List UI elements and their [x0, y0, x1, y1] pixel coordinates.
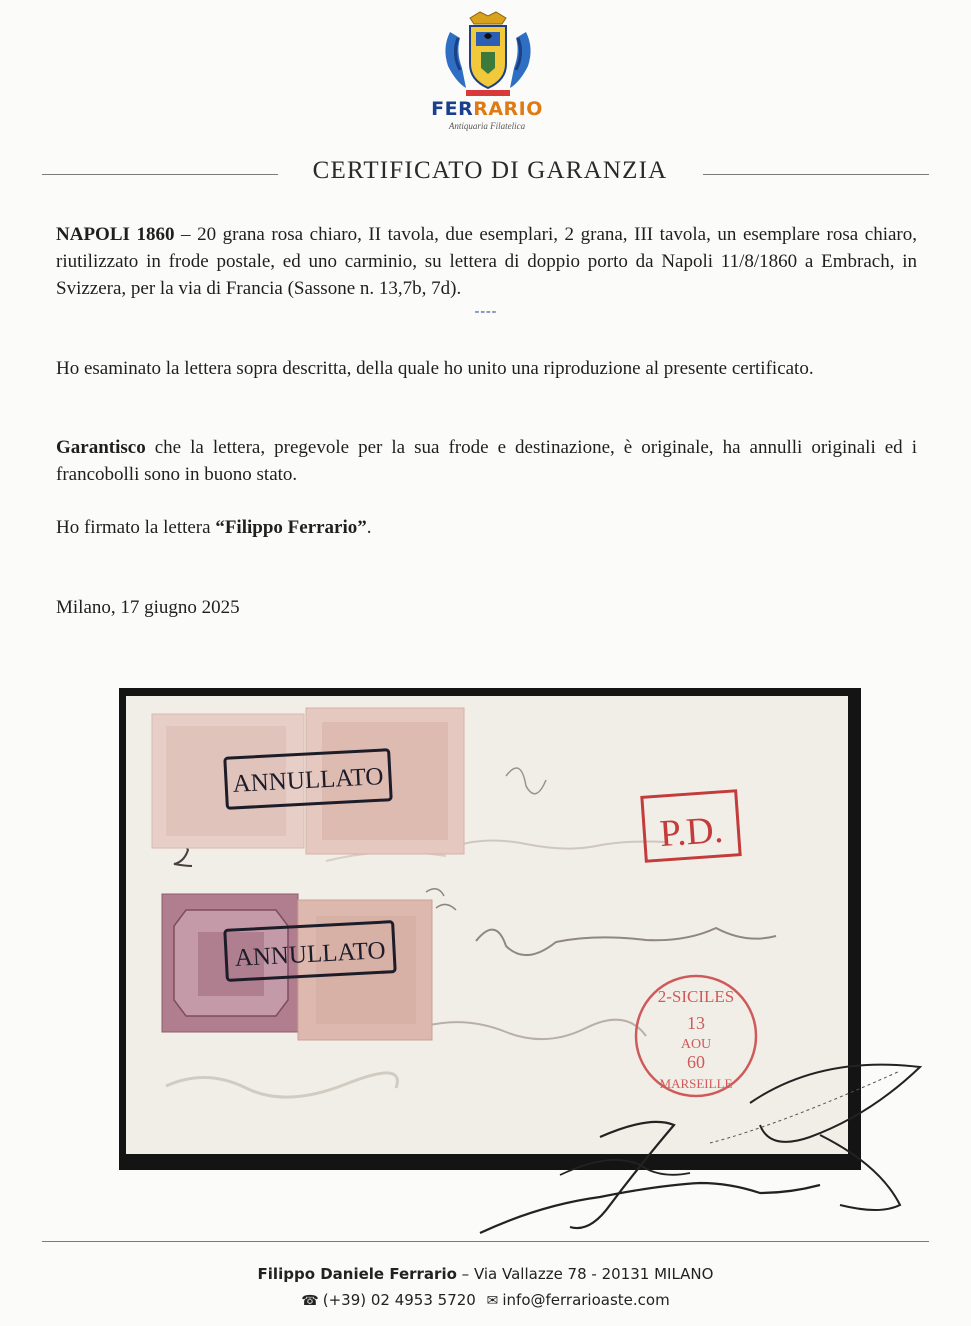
handwritten-signature	[460, 1055, 930, 1245]
title-rule-right	[703, 174, 929, 175]
guarantee-paragraph	[56, 434, 917, 488]
guarantee-bold: Garantisco	[56, 437, 146, 458]
ferrario-crest-logo	[436, 8, 540, 98]
brand-name-part2: RARIO	[473, 98, 543, 120]
brand-tagline: Antiquaria Filatelica	[448, 121, 526, 131]
title-rule-left	[42, 174, 278, 175]
postmark-bottom: MARSEILLE	[659, 1076, 733, 1091]
footer-address-line	[0, 1265, 971, 1283]
postmark-year: 60	[687, 1052, 705, 1072]
postmark-month: AOU	[680, 1037, 712, 1052]
signature-name: “Filippo Ferrario”	[215, 517, 367, 538]
annullato-cancel-1: ANNULLATO	[232, 763, 385, 798]
footer-rule	[42, 1241, 929, 1242]
handwriting-note	[506, 768, 546, 794]
brand-name-part1: FER	[431, 98, 474, 120]
footer-name: Filippo Daniele Ferrario	[257, 1265, 457, 1283]
footer-email[interactable]: info@ferrarioaste.com	[502, 1291, 670, 1309]
examination-paragraph: Ho esaminato la lettera sopra descritta, della quale ho unito una riproduzione al presente certificato.	[56, 358, 814, 379]
faint-writing-3	[426, 1020, 646, 1039]
certificate-title: CERTIFICATO DI GARANZIA	[312, 157, 668, 184]
postmark-day: 13	[687, 1013, 705, 1033]
description-text: – 20 grana rosa chiaro, II tavola, due esemplari, 2 grana, III tavola, un esemplare rosa chiaro, riutilizzato in frode postale, ed uno carminio, su lettera di doppio porto da Napoli 11/8/1860 a Embrach, in Svizzera, per la via di Francia (Sassone n. 13,7b, 7d).	[56, 224, 917, 299]
handwriting-embrach	[476, 928, 776, 955]
postmark-top: 2-SICILES	[657, 987, 735, 1006]
description-bold: NAPOLI 1860	[56, 224, 175, 245]
signature-paragraph: Ho firmato la lettera “Filippo Ferrario”.	[56, 517, 372, 538]
pd-mark: P.D.	[658, 808, 725, 856]
brand-name	[380, 98, 594, 120]
description-paragraph	[56, 221, 917, 302]
faint-writing-svizzera	[166, 1073, 397, 1097]
mail-icon: ✉	[486, 1293, 499, 1309]
footer-address: – Via Vallazze 78 - 20131 MILANO	[456, 1265, 714, 1283]
footer-phone: (+39) 02 4953 5720	[322, 1291, 476, 1309]
phone-icon: ☎	[301, 1293, 319, 1309]
footer-contact-line	[0, 1291, 971, 1309]
guarantee-text: che la lettera, pregevole per la sua frode e destinazione, è originale, ha annulli originali ed i francobolli sono in buono stato.	[56, 437, 917, 485]
place-date: Milano, 17 giugno 2025	[56, 597, 240, 618]
signature-text: Ho firmato la lettera	[56, 517, 216, 538]
faint-writing-1	[456, 840, 666, 848]
separator: ----	[474, 304, 498, 319]
annullato-cancel-2: ANNULLATO	[234, 937, 387, 972]
